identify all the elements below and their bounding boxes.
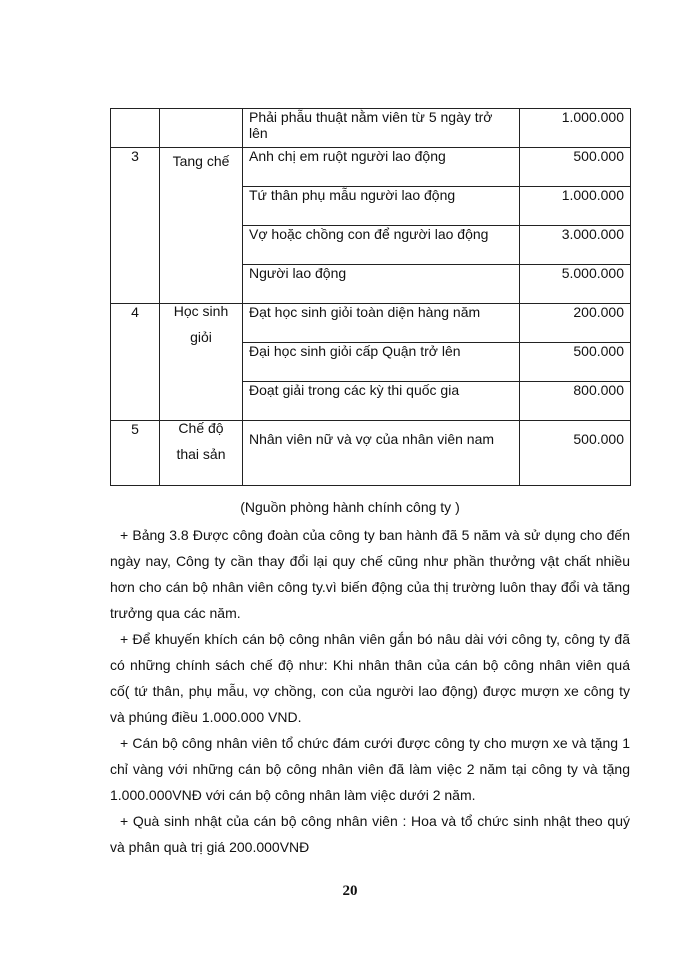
benefit-type	[160, 109, 243, 148]
benefit-amount: 1.000.000	[520, 187, 631, 226]
table-row	[111, 421, 631, 486]
benefit-amount: 3.000.000	[520, 226, 631, 265]
benefit-description: Anh chị em ruột người lao động	[243, 148, 520, 187]
benefit-type: Chế độ thai sản	[160, 421, 243, 486]
benefit-description: Vợ hoặc chồng con để người lao động	[243, 226, 520, 265]
benefit-description: Đoạt giải trong các kỳ thi quốc gia	[243, 382, 520, 421]
row-number: 5	[111, 421, 160, 486]
body-text	[110, 522, 630, 860]
benefits-table	[110, 108, 631, 486]
row-number: 3	[111, 148, 160, 304]
paragraph: + Để khuyến khích cán bộ công nhân viên gắn bó nâu dài với công ty, công ty đã có những chính sách chế độ như: Khi nhân thân của cán bộ công nhân viên quá cố( tứ thân, phụ mẫu, vợ chồng, con của người lao động) được mượn xe công ty và phúng điều 1.000.000 VND.	[110, 631, 630, 725]
paragraph: + Quà sinh nhật của cán bộ công nhân viên : Hoa và tổ chức sinh nhật theo quý và phân quà trị giá 200.000VNĐ	[110, 813, 630, 855]
benefit-amount: 200.000	[520, 304, 631, 343]
benefit-description: Tứ thân phụ mẫu người lao động	[243, 187, 520, 226]
page-number: 20	[342, 883, 358, 899]
row-number: 4	[111, 304, 160, 421]
paragraph: + Cán bộ công nhân viên tổ chức đám cưới được công ty cho mượn xe và tặng 1 chỉ vàng với những cán bộ công nhân viên đã làm việc 2 năm tại công ty và tặng 1.000.000VNĐ với cán bộ công nhân làm việc dưới 2 năm.	[110, 735, 630, 803]
benefit-amount: 5.000.000	[520, 265, 631, 304]
benefit-description: Đại học sinh giỏi cấp Quận trở lên	[243, 343, 520, 382]
benefit-description: Đạt học sinh giỏi toàn diện hàng năm	[243, 304, 520, 343]
row-number	[111, 109, 160, 148]
benefit-description: Người lao động	[243, 265, 520, 304]
table-row	[111, 109, 631, 148]
table-source-note: (Nguồn phòng hành chính công ty )	[240, 499, 460, 515]
paragraph: + Bảng 3.8 Được công đoàn của công ty ban hành đã 5 năm và sử dụng cho đến ngày nay, Công ty cần thay đổi lại quy chế cũng như phần thưởng vật chất nhiều hơn cho cán bộ nhân viên công ty.vì biến động của thị trường luôn thay đổi và tăng trưởng qua các năm.	[110, 527, 630, 621]
table-row	[111, 304, 631, 343]
benefit-amount: 1.000.000	[520, 109, 631, 148]
benefit-type: Tang chế	[160, 148, 243, 304]
benefit-description: Nhân viên nữ và vợ của nhân viên nam	[243, 421, 520, 486]
table-row	[111, 148, 631, 187]
benefit-amount: 500.000	[520, 421, 631, 486]
benefit-description: Phải phẫu thuật nằm viên từ 5 ngày trở lên	[243, 109, 520, 148]
benefit-amount: 500.000	[520, 148, 631, 187]
benefit-amount: 800.000	[520, 382, 631, 421]
benefit-amount: 500.000	[520, 343, 631, 382]
benefit-type: Học sinh giỏi	[160, 304, 243, 421]
